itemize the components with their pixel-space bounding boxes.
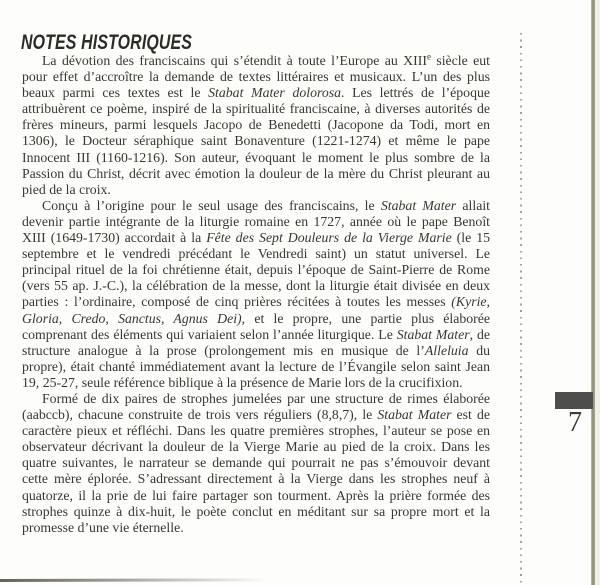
body-text bbox=[22, 53, 490, 536]
page-edge-margin bbox=[595, 0, 600, 585]
scan-shadow bbox=[0, 578, 430, 582]
page-edge-line bbox=[591, 0, 595, 585]
paragraph: La dévotion des franciscains qui s’étendit à toute l’Europe au XIIIe siècle eut pour effet d’accroître la demande de textes littéraires et musicaux. L’un des plus beaux parmi ces textes est le Stabat Mater dolorosa. Les lettrés de l’époque attribuèrent ce poème, inspiré de la spiritualité franciscaine, à diverses autorités de frères mineurs, parmi lesquels Jacopo de Benedetti (Jacopone da Todi, mort en 1306), le Docteur séraphique saint Bonaventure (1221-1274) et même le pape Innocent III (1160-1216). Son auteur, évoquant le moment le plus sombre de la Passion du Christ, décrit avec émotion la douleur de la mère du Christ pleurant au pied de la croix. bbox=[22, 51, 490, 197]
perforation-dotted-line bbox=[520, 33, 522, 585]
page-title: NOTES HISTORIQUES bbox=[21, 30, 193, 54]
page-number: 7 bbox=[568, 407, 582, 438]
paragraph: Conçu à l’origine pour le seul usage des franciscains, le Stabat Mater allait devenir partie intégrante de la liturgie romaine en 1727, année où le pape Benoît XIII (1649-1730) accordait à la Fête des Sept Douleurs de la Vierge Marie (le 15 septembre et le vendredi précédant le Vendredi saint) un statut universel. Le principal rituel de la foi chrétienne était, depuis l’époque de Saint-Pierre de Rome (vers 55 ap. J.-C.), la célébration de la messe, dont la liturgie était divisée en deux parties : l’ordinaire, composé de cinq prières récitées à toutes les messes (Kyrie, Gloria, Credo, Sanctus, Agnus Dei), et le propre, une partie plus élaborée comprenant des éléments qui variaient selon l’année liturgique. Le Stabat Mater, de structure analogue à la prose (prolongement mis en musique de l’Alleluia du propre), était chanté immédiatement avant la lecture de l’Évangile selon saint Jean 19, 25-27, seule référence biblique à la présence de Marie lors de la crucifixion. bbox=[22, 197, 491, 390]
paragraph: Formé de dix paires de strophes jumelées par une structure de rimes élaborée (aabccb), chacune construite de trois vers réguliers (8,8,7), le Stabat Mater est de caractère pieux et réfléchi. Dans les quatre premières strophes, l’auteur se pose en observateur décrivant la douleur de la Vierge Marie au pied de la croix. Dans les quatre suivantes, le narrateur se demande qui pourrait ne pas s’émouvoir devant cette mère éplorée. S’adressant directement à la Vierge dans les strophes neuf à quatorze, il la prie de lui faire partager son tourment. Après la prière formée des strophes quinze à dix-huit, le poète conclut en méditant sur sa propre mort et la promesse d’une vie éternelle. bbox=[22, 390, 490, 535]
